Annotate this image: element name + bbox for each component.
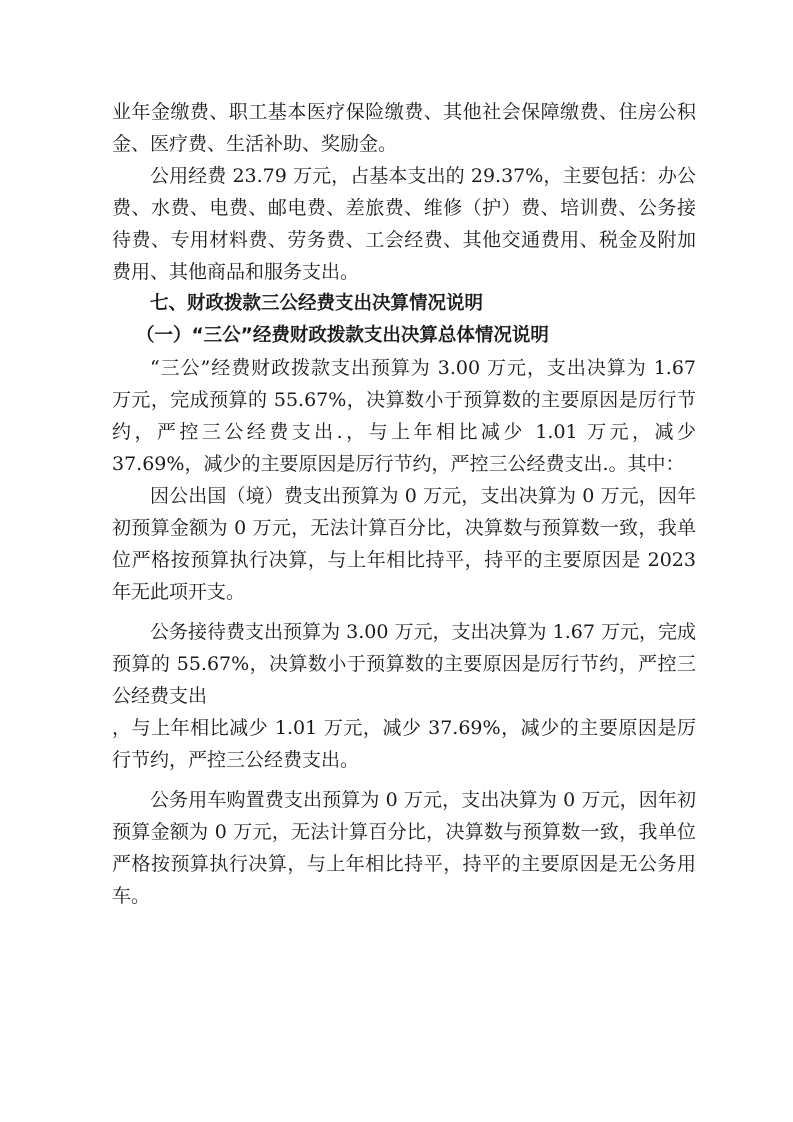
subsection-heading-overall: （一）“三公”经费财政拨款支出决算总体情况说明: [136, 325, 549, 346]
paragraph-spacer: [112, 608, 696, 616]
paragraph-three-public-overall: “三公”经费财政拨款支出预算为 3.00 万元，支出决算为 1.67 万元，完成预算的 55.67%，决算数小于预算数的主要原因是厉行节约，严控三公经费支出.，与上年相比减少 1.01 万元，减少 37.69%，减少的主要原因是厉行节约，严控三公经费支出.。其中：: [112, 357, 696, 475]
paragraph-official-reception-continued: ，与上年相比减少 1.01 万元，减少 37.69%，减少的主要原因是厉行节约，严控三公经费支出。: [112, 717, 696, 771]
paragraph-overseas-travel: 因公出国（境）费支出预算为 0 万元，支出决算为 0 万元，因年初预算金额为 0 万元，无法计算百分比，决算数与预算数一致，我单位严格按预算执行决算，与上年相比持平，持平的主要原因是 2023 年无此项开支。: [112, 485, 696, 603]
paragraph-vehicle-purchase: 公务用车购置费支出预算为 0 万元，支出决算为 0 万元，因年初预算金额为 0 万元，无法计算百分比，决算数与预算数一致，我单位严格按预算执行决算，与上年相比持平，持平的主要原因是无公务用车。: [112, 789, 696, 907]
paragraph-public-expenses: 公用经费 23.79 万元，占基本支出的 29.37%，主要包括：办公费、水费、电费、邮电费、差旅费、维修（护）费、培训费、公务接待费、专用材料费、劳务费、工会经费、其他交通费用、税金及附加费用、其他商品和服务支出。: [112, 165, 696, 283]
section-heading-three-public-expenses: 七、财政拨款三公经费支出决算情况说明: [150, 293, 484, 314]
document-body: [112, 96, 696, 912]
paragraph-personnel-items-continued: 业年金缴费、职工基本医疗保险缴费、其他社会保障缴费、住房公积金、医疗费、生活补助、奖励金。: [112, 101, 696, 155]
paragraph-official-reception: 公务接待费支出预算为 3.00 万元，支出决算为 1.67 万元，完成预算的 55.67%，决算数小于预算数的主要原因是厉行节约，严控三公经费支出: [112, 621, 696, 707]
